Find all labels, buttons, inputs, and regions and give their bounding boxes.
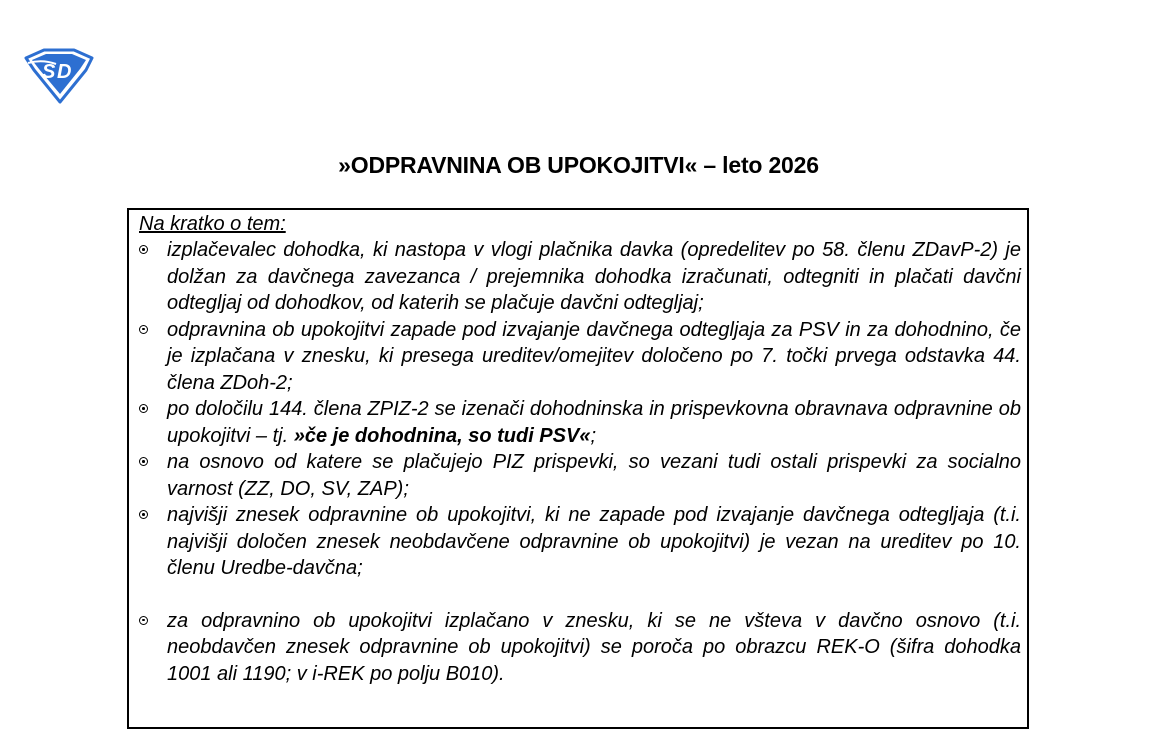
list-item [139, 396, 1021, 449]
summary-heading: Na kratko o tem: [139, 213, 286, 235]
bullet-icon [139, 245, 148, 254]
bullet-icon [139, 457, 148, 466]
summary-box [127, 208, 1029, 729]
bullet-text-end: ; [590, 424, 597, 447]
svg-text:S: S [42, 61, 56, 83]
bullet-text-emphasis: »če je dohodnina, so tudi PSV« [293, 424, 591, 447]
list-item [139, 317, 1021, 397]
list-item [139, 237, 1021, 317]
bullet-text: za odpravnino ob upokojitvi izplačano v znesku, ki se ne všteva v davčno osnovo (t.i. neobdavčen znesek odpravnine ob upokojitvi) se poroča po obrazcu REK-O (šifra dohodka 1001 ali 1190; v i-REK po polju B010). [167, 609, 1021, 685]
bullet-icon [139, 616, 148, 625]
svg-text:D: D [57, 61, 72, 83]
list-item [139, 502, 1021, 582]
list-item [139, 449, 1021, 502]
list-item [139, 608, 1021, 688]
summary-bullet-list [139, 237, 1021, 687]
bullet-icon [139, 404, 148, 413]
bullet-text: na osnovo od katere se plačujejo PIZ prispevki, so vezani tudi ostali prispevki za socialno varnost (ZZ, DO, SV, ZAP); [167, 451, 1021, 500]
bullet-text: najvišji znesek odpravnine ob upokojitvi, ki ne zapade pod izvajanje davčnega odtegljaja (t.i. najvišji določen znesek neobdavčene odpravnine ob upokojitvi) je vezan na ureditev po 10. členu Uredbe-davčna; [167, 504, 1021, 579]
document-title: »ODPRAVNINA OB UPOKOJITVI« – leto 2026 [338, 152, 819, 178]
bullet-text: odpravnina ob upokojitvi zapade pod izvajanje davčnega odtegljaja za PSV in za dohodnino, če je izplačana v znesku, ki presega ureditev/omejitev določeno po 7. točki prvega odstavka 44. člena ZDoh-2; [167, 318, 1021, 394]
bullet-text: po določilu 144. člena ZPIZ-2 se izenači dohodninska in prispevkovna obravnava odpravnine ob upokojitvi – tj. [167, 398, 1021, 447]
bullet-text: izplačevalec dohodka, ki nastopa v vlogi plačnika davka (opredelitev po 58. členu ZDavP-2) je dolžan za davčnega zavezanca / prejemnika dohodka izračunati, odtegniti in plačati davčni odtegljaj od dohodkov, od katerih se plačuje davčni odtegljaj; [167, 239, 1021, 314]
sd-shield-logo-icon [22, 48, 96, 104]
bullet-icon [139, 510, 148, 519]
bullet-icon [139, 325, 148, 334]
